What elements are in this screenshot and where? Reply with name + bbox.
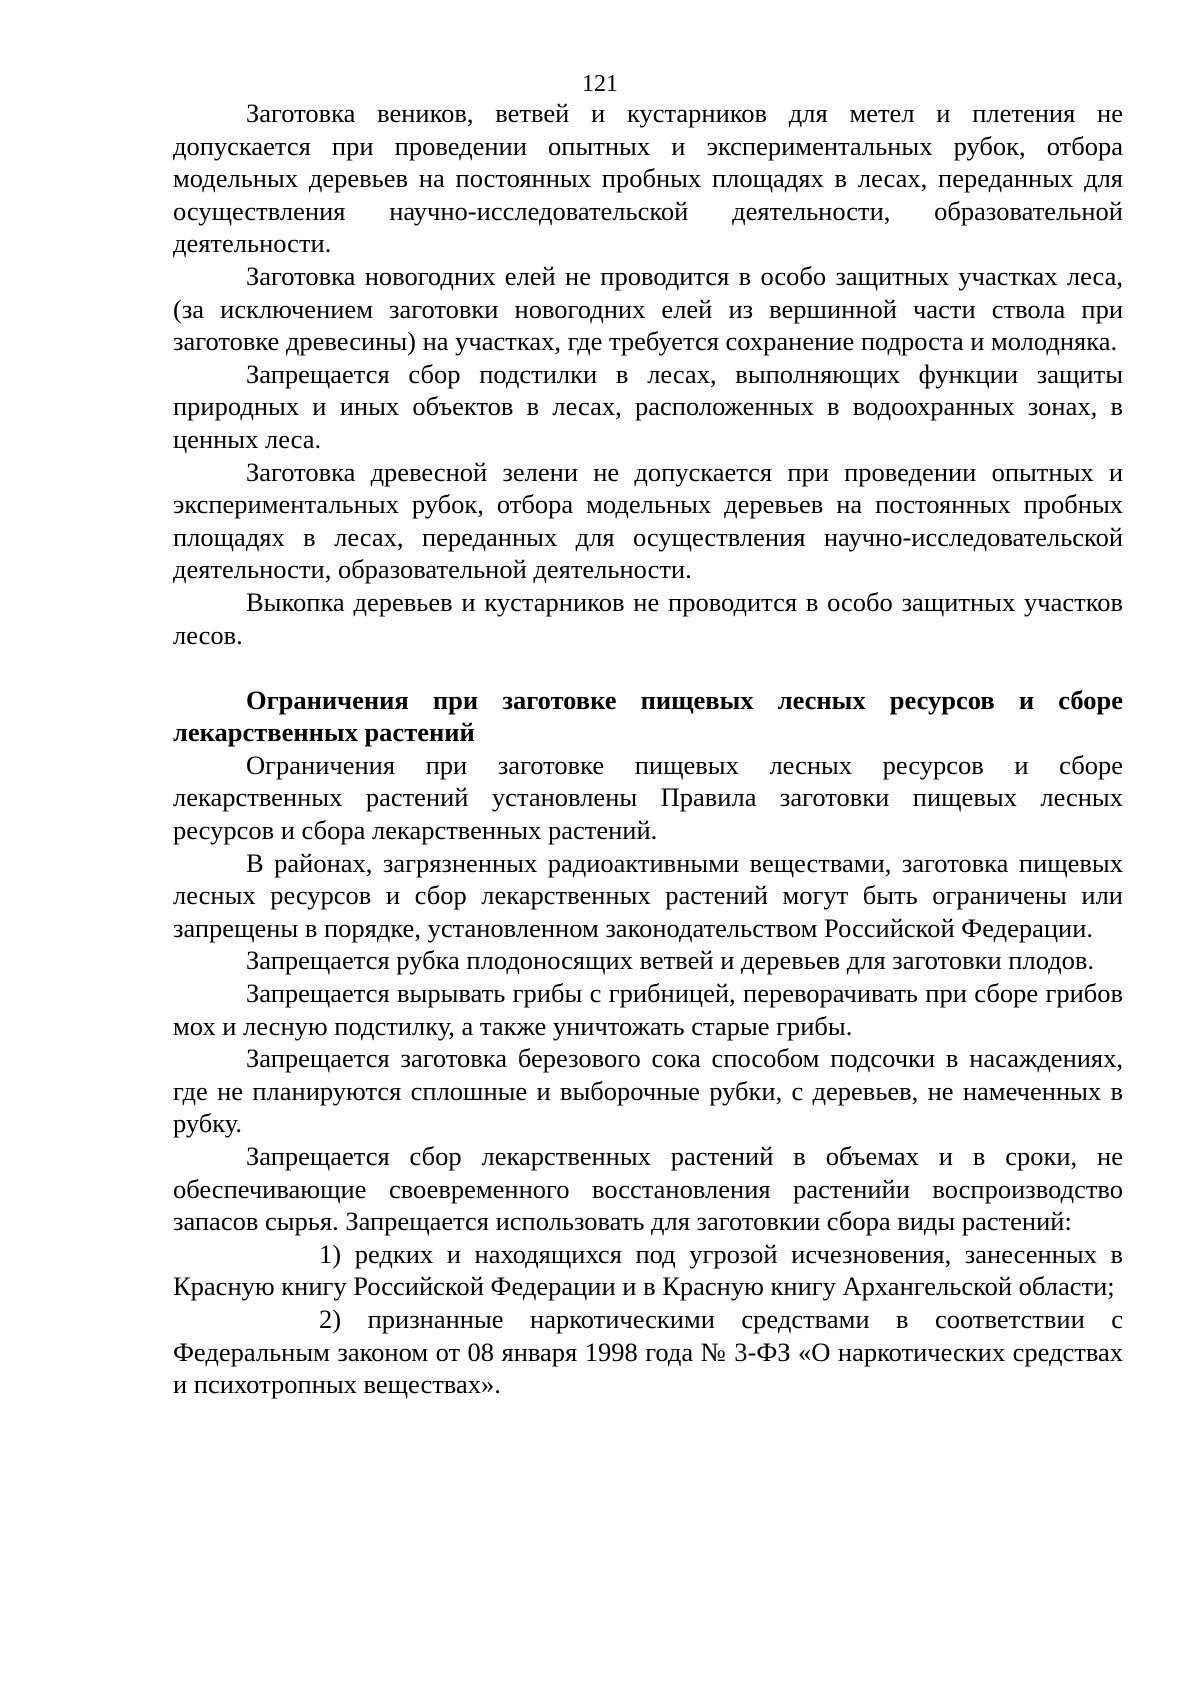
list-item-text: редких и находящихся под угрозой исчезновения, занесенных в Красную книгу Российской Федерации и в Красную книгу Архангельской области;: [173, 1238, 1124, 1302]
paragraph: Заготовка новогодних елей не проводится в особо защитных участках леса, (за исключением заготовки новогодних елей из вершинной части ствола при заготовке древесины) на участках, где требуется сохранение подроста и молодняка.: [173, 260, 1123, 357]
paragraph: Выкопка деревьев и кустарников не проводится в особо защитных участков лесов.: [173, 586, 1123, 650]
paragraph: Запрещается сбор подстилки в лесах, выполняющих функции защиты природных и иных объектов в лесах, расположенных в водоохранных зонах, в ценных леса.: [173, 358, 1123, 454]
paragraph: Запрещается рубка плодоносящих ветвей и деревьев для заготовки плодов.: [246, 945, 1095, 976]
paragraph: Запрещается сбор лекарственных растений в объемах и в сроки, не обеспечивающие своевременного восстановления растенийи воспроизводство запасов сырья. Запрещается использовать для заготовкии сбора виды растений:: [173, 1141, 1123, 1237]
paragraph: Заготовка древесной зелени не допускается при проведении опытных и экспериментальных рубок, отбора модельных деревьев на постоянных пробных площадях в лесах, переданных для осуществления научно-исследовательской деятельности, образовательной деятельности.: [173, 456, 1123, 585]
paragraph: Запрещается заготовка березового сока способом подсочки в насаждениях, где не планируются сплошные и выборочные рубки, с деревьев, не намеченных в рубку.: [173, 1043, 1123, 1139]
paragraph: Запрещается вырывать грибы с грибницей, переворачивать при сборе грибов мох и лесную подстилку, а также уничтожать старые грибы.: [173, 978, 1123, 1041]
list-item: [173, 1303, 1123, 1401]
section-heading: Ограничения при заготовке пищевых лесных ресурсов и сборе лекарственных растений: [173, 684, 1123, 748]
paragraph: В районах, загрязненных радиоактивными веществами, заготовка пищевых лесных ресурсов и сбор лекарственных растений могут быть ограничены или запрещены в порядке, установленном законодательством Российской Федерации.: [173, 847, 1123, 943]
list-item-text: признанные наркотическими средствами в соответствии с Федеральным законом от 08 января 1998 года № 3-ФЗ «О наркотических средствах и психотропных веществах».: [173, 1303, 1124, 1400]
list-item-number: 2): [319, 1303, 342, 1334]
list-item: [173, 1238, 1123, 1303]
paragraph: Ограничения при заготовке пищевых лесных ресурсов и сборе лекарственных растений установлены Правила заготовки пищевых лесных ресурсов и сбора лекарственных растений.: [173, 749, 1123, 846]
list-item-number: 1): [319, 1238, 342, 1269]
paragraph: Заготовка веников, ветвей и кустарников для метел и плетения не допускается при проведении опытных и экспериментальных рубок, отбора модельных деревьев на постоянных пробных площадях в лесах, переданных для осуществления научно-исследовательской деятельности, образовательной деятельности.: [173, 98, 1123, 259]
page-number: 121: [582, 71, 618, 97]
document-body: [173, 97, 1123, 1401]
